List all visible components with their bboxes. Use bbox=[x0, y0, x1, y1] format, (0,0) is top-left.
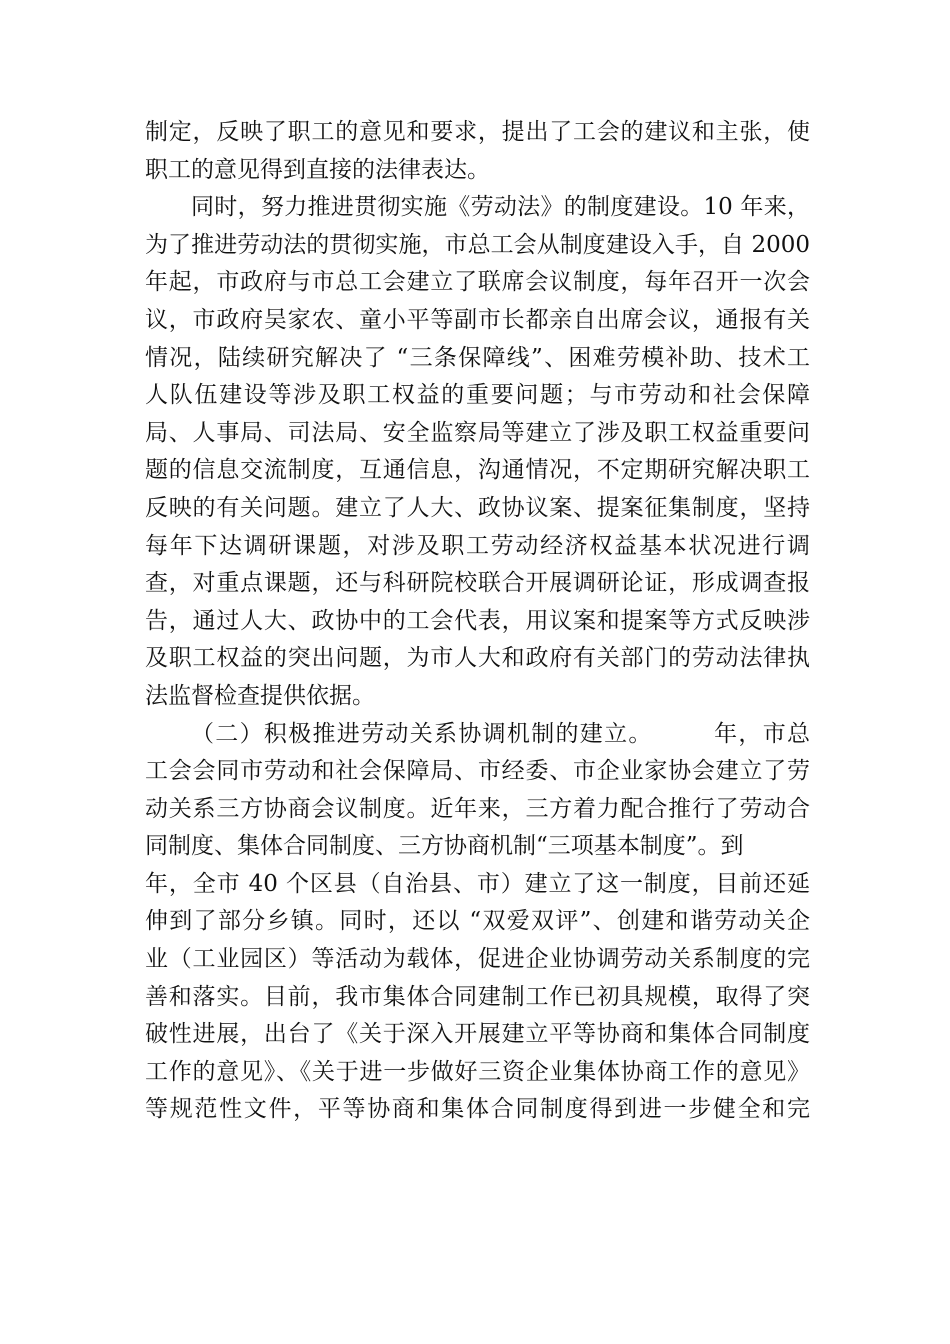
section-heading-line: （二）积极推进劳动关系协调机制的建立。 年，市总 bbox=[191, 720, 810, 747]
text-line: 情况，陆续研究解决了 “三条保障线”、困难劳模补助、技术工 bbox=[145, 344, 810, 371]
text-line: 工作的意见》、《关于进一步做好三资企业集体协商工作的意见》 bbox=[145, 1058, 810, 1085]
text-line: 破性进展，出台了《关于深入开展建立平等协商和集体合同制度 bbox=[145, 1021, 810, 1048]
text-line: 每年下达调研课题，对涉及职工劳动经济权益基本状况进行调 bbox=[145, 532, 810, 559]
text-line: 善和落实。目前，我市集体合同建制工作已初具规模，取得了突 bbox=[145, 983, 810, 1010]
text-line: 年，全市 40 个区县（自治县、市）建立了这一制度，目前还延 bbox=[145, 870, 810, 897]
text-line: 局、人事局、司法局、安全监察局等建立了涉及职工权益重要问 bbox=[145, 419, 810, 446]
text-line: 动关系三方协商会议制度。近年来，三方着力配合推行了劳动合 bbox=[145, 795, 810, 822]
text-line: 等规范性文件，平等协商和集体合同制度得到进一步健全和完 bbox=[145, 1096, 810, 1123]
text-line: 反映的有关问题。建立了人大、政协议案、提案征集制度，坚持 bbox=[145, 494, 810, 521]
text-line: 为了推进劳动法的贯彻实施，市总工会从制度建设入手，自 2000 bbox=[145, 231, 810, 258]
text-line: 伸到了部分乡镇。同时，还以 “双爱双评”、创建和谐劳动关企 bbox=[145, 908, 810, 935]
text-line: 职工的意见得到直接的法律表达。 bbox=[145, 156, 490, 183]
text-line: 同制度、集体合同制度、三方协商机制“三项基本制度”。到 bbox=[145, 833, 744, 860]
text-line: 人队伍建设等涉及职工权益的重要问题；与市劳动和社会保障 bbox=[145, 382, 810, 409]
text-line: 制定，反映了职工的意见和要求，提出了工会的建议和主张，使 bbox=[145, 119, 810, 145]
text-line: 告，通过人大、政协中的工会代表，用议案和提案等方式反映涉 bbox=[145, 607, 810, 634]
text-line: 及职工权益的突出问题，为市人大和政府有关部门的劳动法律执 bbox=[145, 645, 810, 672]
text-line: 年起，市政府与市总工会建立了联席会议制度，每年召开一次会 bbox=[145, 269, 810, 296]
text-line: 业（工业园区）等活动为载体，促进企业协调劳动关系制度的完 bbox=[145, 946, 810, 973]
paragraph-start-line: 同时，努力推进贯彻实施《劳动法》的制度建设。10 年来， bbox=[191, 194, 810, 221]
body-text bbox=[145, 114, 810, 1129]
text-line: 工会会同市劳动和社会保障局、市经委、市企业家协会建立了劳 bbox=[145, 758, 810, 785]
text-line: 题的信息交流制度，互通信息，沟通情况，不定期研究解决职工 bbox=[145, 457, 810, 484]
text-line: 议，市政府吴家农、童小平等副市长都亲自出席会议，通报有关 bbox=[145, 306, 810, 333]
text-line: 查，对重点课题，还与科研院校联合开展调研论证，形成调查报 bbox=[145, 570, 810, 597]
text-line: 法监督检查提供依据。 bbox=[145, 682, 375, 709]
